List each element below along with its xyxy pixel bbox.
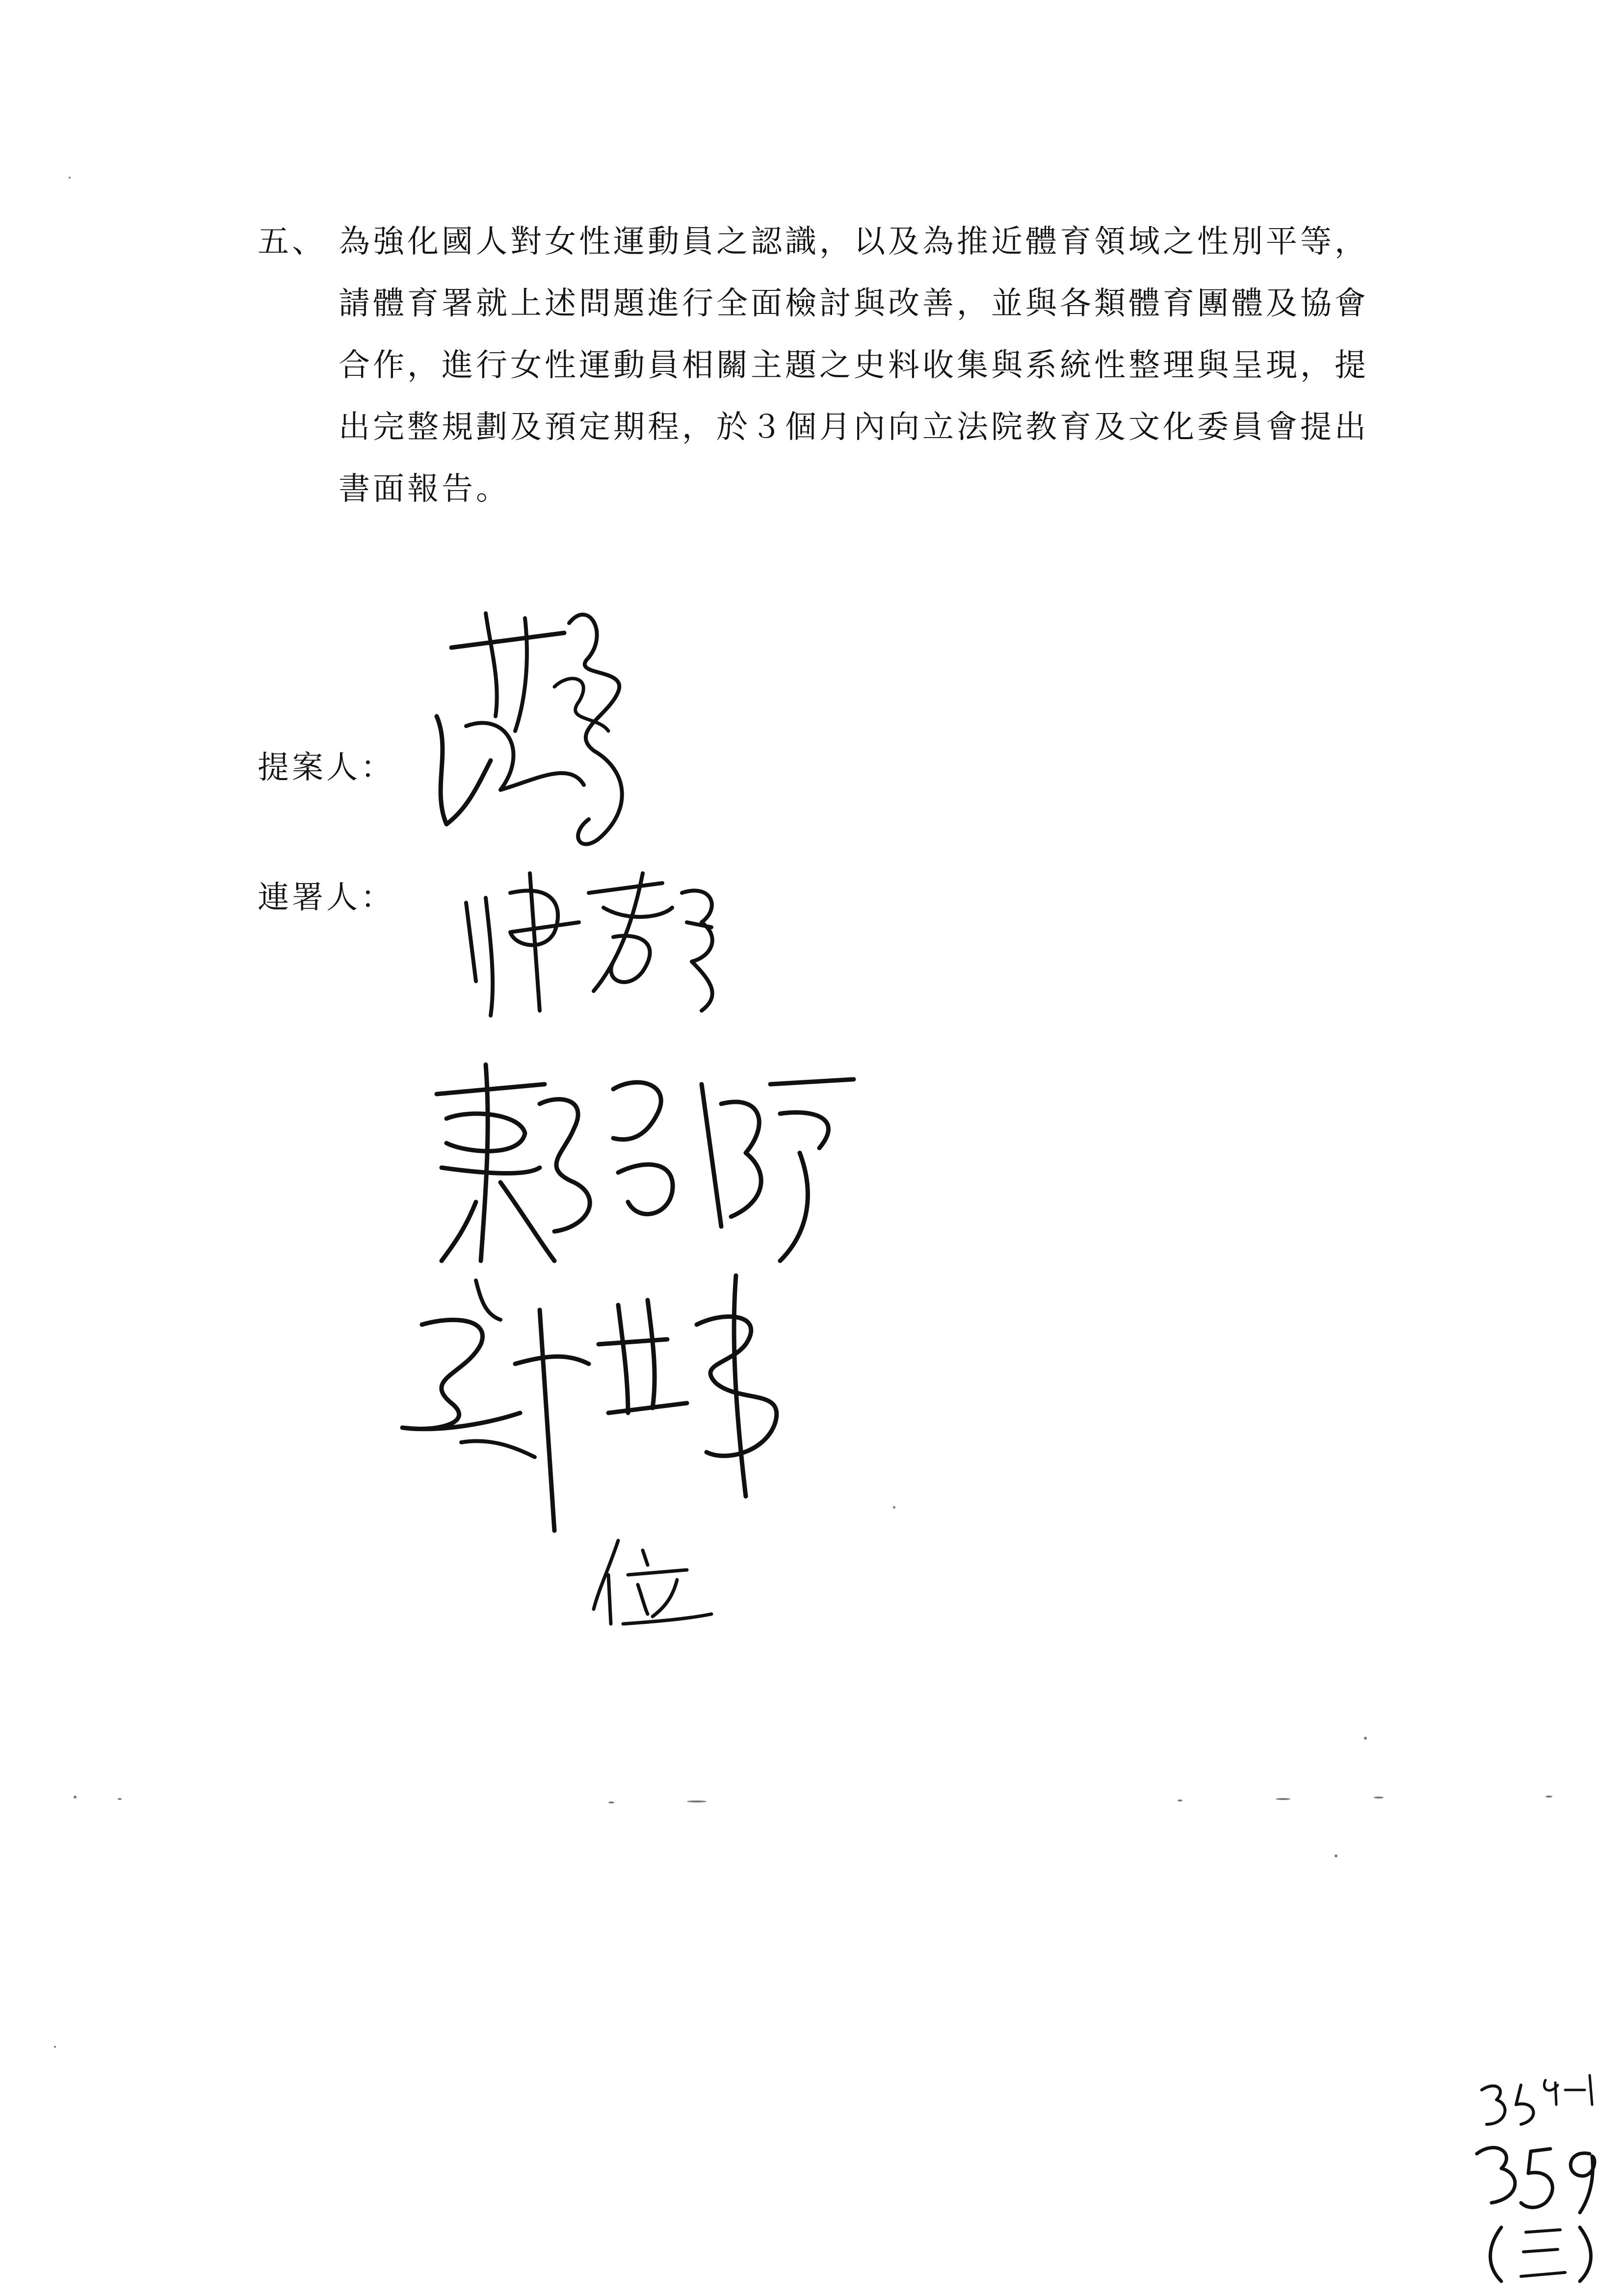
scan-speck — [608, 1801, 614, 1803]
scan-speck — [54, 2046, 56, 2048]
motion-item — [258, 211, 1401, 520]
cosigner-signature-3 — [393, 1266, 795, 1540]
cosigner-signature-1 — [456, 863, 731, 1025]
scan-speck — [74, 1796, 77, 1799]
scan-speck — [1276, 1798, 1290, 1800]
scan-speck — [687, 1800, 707, 1802]
scan-speck — [69, 177, 71, 179]
proposer-signature — [422, 603, 677, 859]
motion-text: 為強化國人對女性運動員之認識，以及為推近體育領域之性別平等，請體育署就上述問題進行全面檢討與改善，並與各類體育團體及協會合作，進行女性運動員相關主題之史料收集與系統性整理與呈現，提出完整規劃及預定期程，於３個月內向立法院教育及文化委員會提出書面報告。 — [339, 224, 1369, 507]
proposer-label: 提案人： — [258, 750, 395, 786]
cosigner-label: 連署人： — [258, 880, 395, 916]
cosigner-signature-2 — [427, 1055, 868, 1271]
scan-speck — [1545, 1796, 1552, 1798]
closing-mark — [589, 1531, 716, 1629]
motion-number: 五、 — [258, 224, 326, 260]
scan-speck — [1374, 1797, 1384, 1799]
page-number-marks — [1467, 2070, 1614, 2286]
scan-speck — [1178, 1800, 1182, 1801]
scan-speck — [118, 1798, 122, 1800]
scan-speck — [1364, 1737, 1367, 1740]
scan-speck — [893, 1506, 895, 1509]
scan-speck — [1335, 1854, 1337, 1857]
